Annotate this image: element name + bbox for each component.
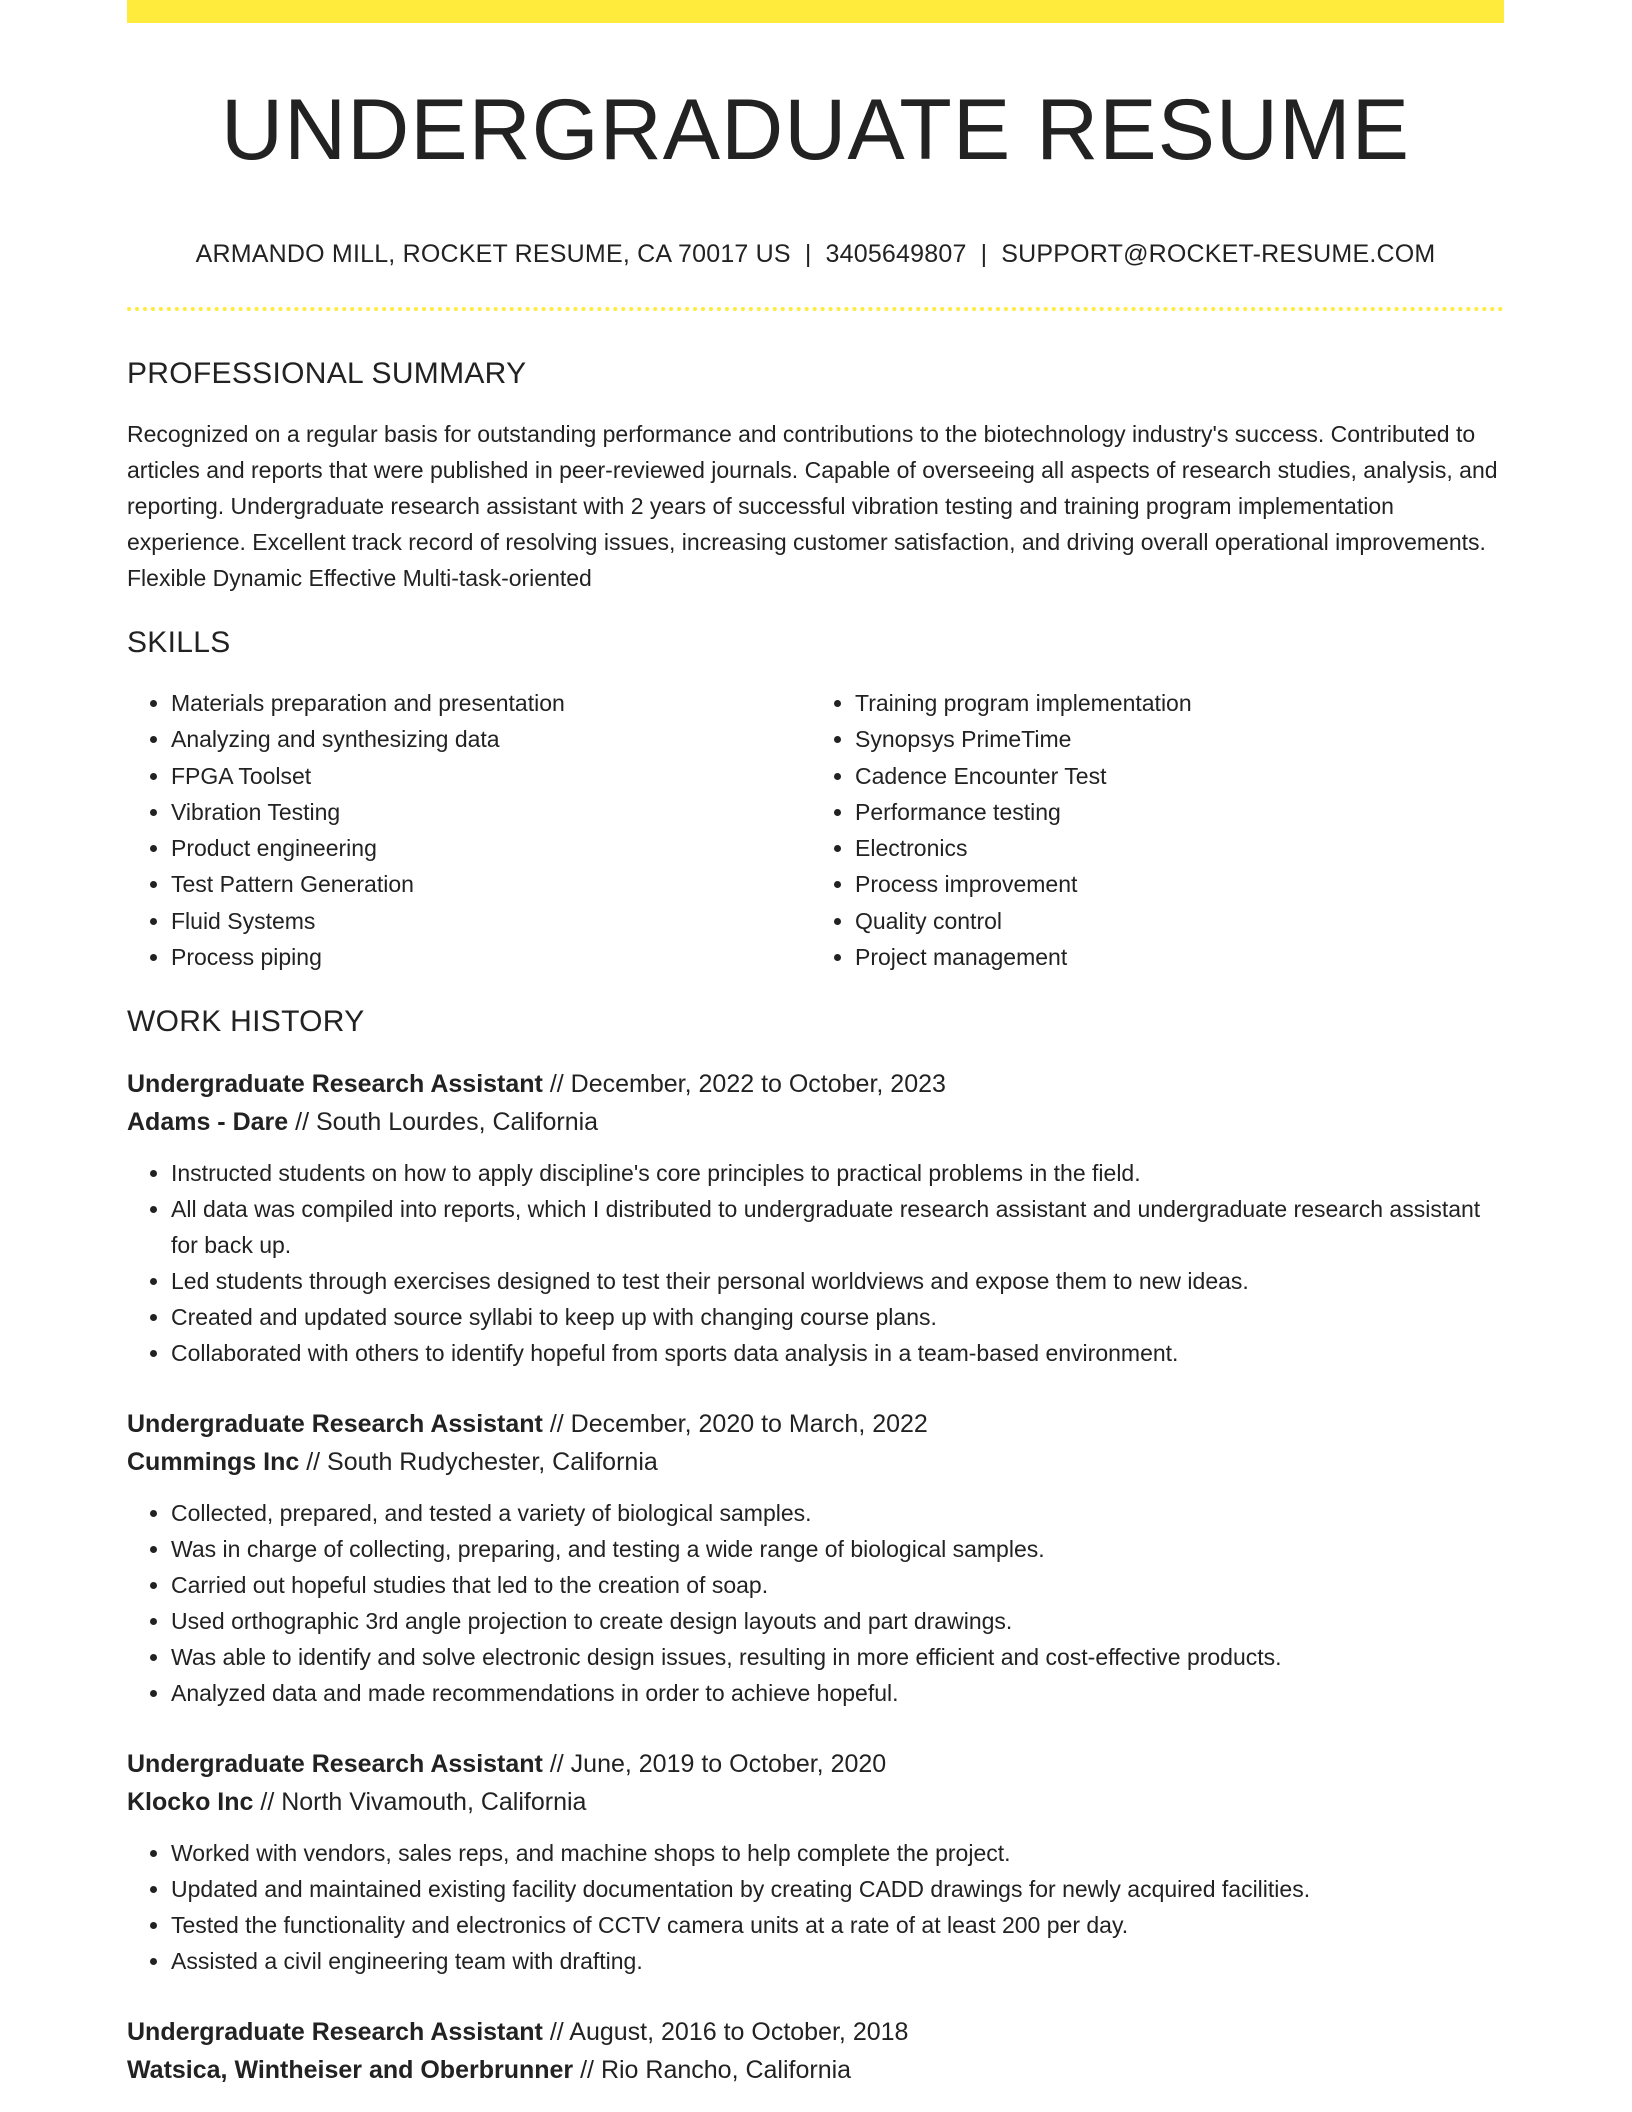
- job-entry: [127, 1405, 1504, 1711]
- job-bullet: • Used orthographic 3rd angle projection to create design layouts and part drawings.: [171, 1603, 1504, 1639]
- contact-line: [127, 240, 1504, 269]
- job-bullet: • Worked with vendors, sales reps, and machine shops to help complete the project.: [171, 1835, 1504, 1871]
- contact-address: ARMANDO MILL, ROCKET RESUME, CA 70017 US: [195, 240, 791, 268]
- resume-page: [127, 0, 1504, 2089]
- skill-item: • Synopsys PrimeTime: [855, 721, 1495, 757]
- skill-item: • Materials preparation and presentation: [171, 685, 811, 721]
- job-entry: [127, 1745, 1504, 1979]
- job-bullets: [127, 1155, 1504, 1371]
- skill-item: • Fluid Systems: [171, 903, 811, 939]
- skill-item: • Test Pattern Generation: [171, 866, 811, 902]
- job-company: Cummings Inc: [127, 1448, 300, 1477]
- job-location: // North Vivamouth, California: [253, 1788, 587, 1817]
- skills-column-right: [811, 685, 1495, 975]
- job-company-line: [127, 1103, 1504, 1141]
- job-dates: // August, 2016 to October, 2018: [542, 2018, 909, 2047]
- job-company: Watsica, Wintheiser and Oberbrunner: [127, 2056, 574, 2085]
- job-bullets: [127, 1495, 1504, 1711]
- skills-column-left: [127, 685, 811, 975]
- contact-email: SUPPORT@ROCKET-RESUME.COM: [1001, 240, 1436, 268]
- job-location: // South Rudychester, California: [299, 1448, 658, 1477]
- skill-item: • Project management: [855, 939, 1495, 975]
- job-bullet: • Collaborated with others to identify hopeful from sports data analysis in a team-based environment.: [171, 1335, 1504, 1371]
- skill-item: • Analyzing and synthesizing data: [171, 721, 811, 757]
- skill-item: • Electronics: [855, 830, 1495, 866]
- job-bullet: • Instructed students on how to apply discipline's core principles to practical problems in the field.: [171, 1155, 1504, 1191]
- skills-heading: SKILLS: [127, 626, 231, 659]
- skill-item: • Quality control: [855, 903, 1495, 939]
- job-bullet: • Was in charge of collecting, preparing, and testing a wide range of biological samples.: [171, 1531, 1504, 1567]
- contact-phone: 3405649807: [825, 240, 967, 268]
- skill-item: • Product engineering: [171, 830, 811, 866]
- summary-heading: PROFESSIONAL SUMMARY: [127, 357, 527, 390]
- job-title: Undergraduate Research Assistant: [127, 1750, 543, 1779]
- skill-item: • Training program implementation: [855, 685, 1495, 721]
- job-dates: // December, 2022 to October, 2023: [542, 1070, 946, 1099]
- job-company: Klocko Inc: [127, 1788, 254, 1817]
- job-company: Adams - Dare: [127, 1108, 289, 1137]
- header-divider: [127, 307, 1504, 311]
- skill-item: • Vibration Testing: [171, 794, 811, 830]
- job-title-line: [127, 1405, 1504, 1443]
- job-title: Undergraduate Research Assistant: [127, 2018, 543, 2047]
- job-bullet: • All data was compiled into reports, which I distributed to undergraduate research assistant and undergraduate research assistant for back up.: [171, 1191, 1504, 1263]
- job-entry: [127, 2013, 1504, 2089]
- job-bullet: • Updated and maintained existing facility documentation by creating CADD drawings for newly acquired facilities.: [171, 1871, 1504, 1907]
- skill-item: • Process improvement: [855, 866, 1495, 902]
- skill-item: • FPGA Toolset: [171, 758, 811, 794]
- top-accent-bar: [127, 0, 1504, 23]
- job-bullet: • Created and updated source syllabi to keep up with changing course plans.: [171, 1299, 1504, 1335]
- job-bullet: • Led students through exercises designed to test their personal worldviews and expose them to new ideas.: [171, 1263, 1504, 1299]
- job-location: // Rio Rancho, California: [573, 2056, 852, 2085]
- skill-item: • Process piping: [171, 939, 811, 975]
- job-bullets: [127, 1835, 1504, 1979]
- job-title-line: [127, 1065, 1504, 1103]
- job-title: Undergraduate Research Assistant: [127, 1070, 543, 1099]
- job-dates: // June, 2019 to October, 2020: [542, 1750, 887, 1779]
- job-company-line: [127, 2051, 1504, 2089]
- summary-text: Recognized on a regular basis for outstanding performance and contributions to the biotechnology industry's success. Contributed to articles and reports that were published in peer-reviewed journals. Capable of overseeing all aspects of research studies, analysis, and reporting. Undergraduate research assistant with 2 years of successful vibration testing and training program implementation experience. Excellent track record of resolving issues, increasing customer satisfaction, and driving overall operational improvements. Flexible Dynamic Effective Multi-task-oriented: [127, 421, 1498, 591]
- job-bullet: • Collected, prepared, and tested a variety of biological samples.: [171, 1495, 1504, 1531]
- contact-separator: |: [980, 240, 988, 268]
- job-company-line: [127, 1783, 1504, 1821]
- page-title: UNDERGRADUATE RESUME: [220, 82, 1411, 178]
- work-history-heading: WORK HISTORY: [127, 1005, 365, 1039]
- job-title: Undergraduate Research Assistant: [127, 1410, 543, 1439]
- job-title-line: [127, 1745, 1504, 1783]
- skill-item: • Performance testing: [855, 794, 1495, 830]
- job-company-line: [127, 1443, 1504, 1481]
- skill-item: • Cadence Encounter Test: [855, 758, 1495, 794]
- job-bullet: • Was able to identify and solve electronic design issues, resulting in more efficient and cost-effective products.: [171, 1639, 1504, 1675]
- contact-separator: |: [804, 240, 812, 268]
- job-title-line: [127, 2013, 1504, 2051]
- job-bullet: • Carried out hopeful studies that led to the creation of soap.: [171, 1567, 1504, 1603]
- job-bullet: • Assisted a civil engineering team with drafting.: [171, 1943, 1504, 1979]
- job-location: // South Lourdes, California: [288, 1108, 599, 1137]
- job-bullet: • Analyzed data and made recommendations in order to achieve hopeful.: [171, 1675, 1504, 1711]
- job-dates: // December, 2020 to March, 2022: [542, 1410, 928, 1439]
- skills-list: [127, 685, 1504, 975]
- job-entry: [127, 1065, 1504, 1371]
- job-bullet: • Tested the functionality and electronics of CCTV camera units at a rate of at least 200 per day.: [171, 1907, 1504, 1943]
